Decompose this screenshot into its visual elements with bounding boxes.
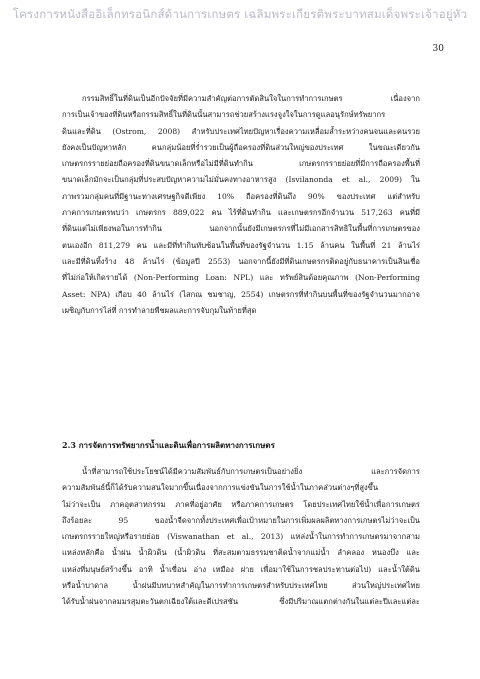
text-line: ดินและที่ดิน (Ostrom, 2008) สำหรับประเทศไทยปัญหาเรื่องความเหลื่อมล้ำระหว่างคนจนและคนรวย bbox=[62, 126, 420, 136]
text-line: กรรมสิทธิ์ในที่ดินเป็นอีกปัจจัยที่มีความสำคัญต่อการตัดสินใจในการทำการเกษตร เนื่องจาก bbox=[82, 94, 420, 103]
text-line: ยังคงเป็นปัญหาหลัก คนกลุ่มน้อยที่ร่ำรวยเป็นผู้ถือครองที่ดินส่วนใหญ่ของประเทศ ในขณะเดียวกัน bbox=[62, 142, 420, 152]
text-line: ที่ดินแต่ไม่เพียงพอในการทำกิน นอกจากนั้นยังมีเกษตรกรที่ไม่มีเอกสารสิทธิในพื้นที่การเกษตรของ bbox=[62, 224, 420, 234]
text-line: เผชิญกับการไล่ที่ การทำลายพืชผลและการจับกุมในท้ายที่สุด bbox=[62, 305, 257, 315]
text-line: ภาคการเกษตรพบว่า เกษตรกร 889,022 คน ไร้ที่ดินทำกิน และเกษตรกรอีกจำนวน 517,263 คนที่มี bbox=[62, 208, 420, 218]
text-line: ที่ไม่ก่อให้เกิดรายได้ (Non-Performing Loan: NPL) และ ทรัพย์สินด้อยคุณภาพ (Non-Performing bbox=[62, 273, 420, 283]
text-line: Asset: NPA) เกือบ 40 ล้านไร่ (ไสกณ ชมชาญ, 2554) เกษตรกรที่ทำกินบนพื้นที่ของรัฐจำนวนมากอาจ bbox=[62, 289, 420, 299]
page-number: 30 bbox=[432, 44, 444, 54]
section-heading: 2.3 การจัดการทรัพยากรน้ำและดินเพื่อการผลิตทางการเกษตร bbox=[62, 440, 275, 450]
text-line: แหล่งที่มนุษย์สร้างขึ้น อาทิ น้ำเขื่อน อ่าง เหมือง ฝาย เพื่อมาใช้ในการชลประทานต่อไป) และน้ำใต้ดิน bbox=[62, 564, 420, 574]
text-line: ได้รับน้ำฝนจากลมมรสุมตะวันตกเฉียงใต้และดีเปรสชัน ซึ่งมีปริมาณแตกต่างกันในแต่ละปีและแต่ละ bbox=[62, 597, 420, 607]
text-line: ตนเองอีก 811,279 คน และมีที่ทำกินทับซ้อนในพื้นที่ของรัฐจำนวน 1.15 ล้านคน ในพื้นที่ 21 ล้านไร่ bbox=[62, 240, 420, 250]
text-line: การเป็นเจ้าของที่ดินหรือกรรมสิทธิ์ในที่ดินนั้นสามารถช่วยสร้างแรงจูงใจในการดูแลอนุรักษ์ทรัพยากร bbox=[62, 110, 386, 120]
text-line: และมีที่ดินทิ้งร้าง 48 ล้านไร่ (ข้อมูลปี 2553) นอกจากนี้ยังมีที่ดินเกษตรกรติดอยู่กับธนาคารเป็นสินเชื่อ bbox=[62, 256, 420, 266]
text-line: ขนาดเล็กมักจะเป็นกลุ่มที่ประสบปัญหาความไม่มั่นคงทางอาหารสูง (Isvilanonda et al., 2009) ใน bbox=[62, 175, 420, 185]
text-line: ถึงร้อยละ 95 ของน้ำจืดจากทั้งประเทศเพื่อเป้าหมายในการเพิ่มผลผลิตทางการเกษตรไม่ว่าจะเป็น bbox=[62, 515, 420, 525]
text-line: หรือน้ำบาดาล น้ำฝนมีบทบาทสำคัญในการทำการเกษตรสำหรับประเทศไทย ส่วนใหญ่ประเทศไทย bbox=[62, 581, 420, 591]
body-paragraph-1 bbox=[62, 91, 420, 319]
text-line: เกษตรกรรายย่อยถือครองที่ดินขนาดเล็กหรือไม่มีที่ดินทำกิน เกษตรกรรายย่อยที่มีการถือครองพื้นที่ bbox=[62, 159, 420, 169]
text-line: เกษตรกรรายใหญ่หรือรายย่อย (Viswanathan et al., 2013) แหล่งน้ำในการทำการเกษตรมาจากสาม bbox=[62, 532, 420, 542]
text-line: น้ำที่สามารถใช้ประโยชน์ได้มีความสัมพันธ์กับการเกษตรเป็นอย่างยิ่ง และการจัดการ bbox=[82, 467, 420, 476]
text-line: ภาพรวมกลุ่มคนที่มีฐานะทางเศรษฐกิจดีเพียง 10% ถือครองที่ดินถึง 90% ของประเทศ แต่สำหรับ bbox=[62, 191, 420, 201]
text-line: แหล่งหลักคือ น้ำฝน น้ำผิวดิน (น้ำผิวดิน ที่สะสมตามธรรมชาติดน้ำจากแม่น้ำ ลำคลอง หนองบึง และ bbox=[62, 548, 420, 558]
header-watermark: โครงการหนังสืออิเล็กทรอนิกส์ด้านการเกษตร เฉลิมพระเกียรติพระบาทสมเด็จพระเจ้าอยู่หัว bbox=[12, 7, 468, 21]
text-line: ความสัมพันธ์นี้ก็ได้รับความสนใจมากขึ้นเนื่องจากการแข่งขันในการใช้น้ำในภาคส่วนต่างๆที่สูงขึ้น bbox=[62, 483, 379, 493]
text-line: ไม่ว่าจะเป็น ภาคอุตสาหกรรม ภาคที่อยู่อาศัย หรือภาคการเกษตร โดยประเทศไทยใช้น้ำเพื่อการเกษตร bbox=[62, 499, 420, 509]
body-paragraph-2 bbox=[62, 464, 420, 611]
